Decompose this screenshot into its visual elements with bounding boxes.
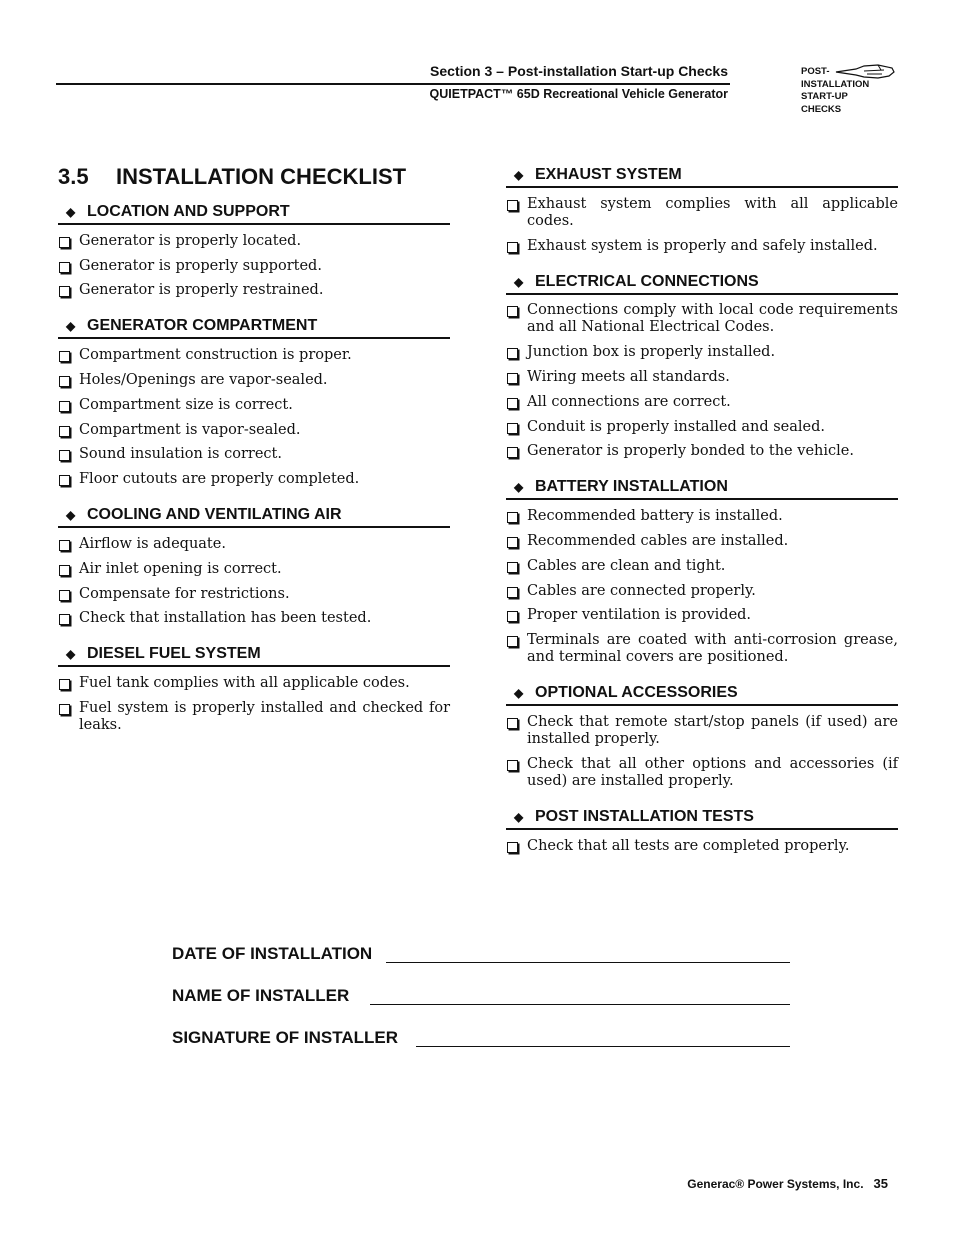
checkbox[interactable] bbox=[507, 611, 518, 622]
checkbox[interactable] bbox=[59, 614, 70, 625]
checkbox[interactable] bbox=[59, 679, 70, 690]
checklist-item bbox=[506, 508, 898, 525]
diamond-bullet-icon: ◆ bbox=[514, 809, 524, 824]
checklist-section bbox=[506, 477, 898, 666]
checklist-items bbox=[506, 302, 898, 460]
section-heading-text: OPTIONAL ACCESSORIES bbox=[535, 684, 738, 702]
checklist-item-text: Exhaust system complies with all applicable codes. bbox=[527, 195, 898, 229]
checkbox[interactable] bbox=[507, 760, 518, 771]
checkbox[interactable] bbox=[59, 237, 70, 248]
page-title bbox=[58, 164, 406, 190]
date-label: DATE OF INSTALLATION bbox=[172, 944, 373, 963]
checklist-section bbox=[58, 202, 450, 299]
checklist-item bbox=[58, 233, 450, 250]
header-rule bbox=[56, 83, 730, 85]
checklist-item bbox=[506, 196, 898, 230]
right-column bbox=[506, 165, 898, 872]
section-heading-text: DIESEL FUEL SYSTEM bbox=[87, 645, 261, 663]
checkbox[interactable] bbox=[507, 587, 518, 598]
checkbox[interactable] bbox=[507, 348, 518, 359]
checklist-item-text: Connections comply with local code requirements and all National Electrical Codes. bbox=[527, 302, 898, 336]
signature-label: SIGNATURE OF INSTALLER bbox=[172, 1028, 399, 1047]
section-heading-text: EXHAUST SYSTEM bbox=[535, 166, 682, 183]
checklist-item-text: Check that all tests are completed properly. bbox=[527, 837, 850, 854]
installation-form bbox=[172, 944, 792, 1070]
checklist-section bbox=[506, 683, 898, 790]
checklist-item-text: Compartment size is correct. bbox=[79, 396, 293, 413]
diamond-bullet-icon: ◆ bbox=[66, 319, 76, 334]
checklist-item-text: Floor cutouts are properly completed. bbox=[79, 471, 360, 488]
checkbox[interactable] bbox=[59, 704, 70, 715]
checklist-section bbox=[506, 165, 898, 255]
checklist-item bbox=[58, 561, 450, 578]
checklist-item bbox=[58, 586, 450, 603]
checklist-item bbox=[506, 583, 898, 600]
checklist-items bbox=[506, 838, 898, 855]
checklist-item-text: Cables are clean and tight. bbox=[527, 557, 726, 574]
section-heading-text: ELECTRICAL CONNECTIONS bbox=[535, 272, 759, 290]
section-tab bbox=[801, 63, 911, 121]
checkbox[interactable] bbox=[59, 286, 70, 297]
checkbox[interactable] bbox=[507, 636, 518, 647]
section-heading-text: GENERATOR COMPARTMENT bbox=[87, 317, 318, 335]
checklist-item-text: Holes/Openings are vapor-sealed. bbox=[79, 371, 328, 388]
page-number: 35 bbox=[873, 1176, 888, 1191]
checklist-items bbox=[58, 347, 450, 488]
checklist-item-text: Check that all other options and accessories (if used) are installed properly. bbox=[527, 755, 898, 789]
checklist-item bbox=[58, 347, 450, 364]
checklist-item-text: Compartment is vapor-sealed. bbox=[79, 421, 301, 438]
checklist-item-text: All connections are correct. bbox=[527, 393, 731, 410]
checklist-item bbox=[506, 756, 898, 790]
checklist-item bbox=[506, 394, 898, 411]
date-field[interactable] bbox=[386, 962, 790, 963]
checkbox[interactable] bbox=[507, 373, 518, 384]
checklist-items bbox=[506, 196, 898, 255]
checklist-item-text: Recommended battery is installed. bbox=[527, 508, 783, 525]
checklist-item bbox=[506, 344, 898, 361]
checkbox[interactable] bbox=[507, 718, 518, 729]
checkbox[interactable] bbox=[507, 537, 518, 548]
checkbox[interactable] bbox=[59, 590, 70, 601]
date-row bbox=[172, 944, 792, 986]
checklist-item bbox=[58, 446, 450, 463]
checklist-item bbox=[506, 238, 898, 255]
section-heading bbox=[506, 272, 898, 295]
name-row bbox=[172, 986, 792, 1028]
checklist-item-text: Generator is properly supported. bbox=[79, 257, 322, 274]
checkbox[interactable] bbox=[507, 306, 518, 317]
diamond-bullet-icon: ◆ bbox=[514, 686, 524, 701]
checklist-section bbox=[58, 644, 450, 734]
checklist-item bbox=[506, 838, 898, 855]
section-heading bbox=[58, 505, 450, 528]
title-text: INSTALLATION CHECKLIST bbox=[116, 164, 407, 189]
checklist-item-text: Terminals are coated with anti-corrosion grease, and terminal covers are positioned. bbox=[527, 632, 898, 666]
title-number: 3.5 bbox=[58, 164, 89, 189]
checklist-item bbox=[506, 419, 898, 436]
section-heading bbox=[506, 165, 898, 188]
checklist-item-text: Fuel system is properly installed and checked for leaks. bbox=[79, 699, 450, 733]
checklist-item bbox=[58, 675, 450, 692]
name-label: NAME OF INSTALLER bbox=[172, 986, 350, 1005]
checklist-item bbox=[58, 397, 450, 414]
checklist-item bbox=[58, 700, 450, 734]
signature-field[interactable] bbox=[416, 1046, 790, 1047]
section-heading bbox=[58, 644, 450, 667]
checklist-section bbox=[58, 316, 450, 488]
checkbox[interactable] bbox=[507, 562, 518, 573]
checkbox[interactable] bbox=[507, 242, 518, 253]
checklist-item-text: Compensate for restrictions. bbox=[79, 585, 290, 602]
checklist-item bbox=[506, 632, 898, 666]
diamond-bullet-icon: ◆ bbox=[514, 168, 524, 182]
checkbox[interactable] bbox=[507, 423, 518, 434]
checklist-item-text: Recommended cables are installed. bbox=[527, 532, 789, 549]
checklist-item-text: Compartment construction is proper. bbox=[79, 347, 352, 364]
section-title: Section 3 – Post-installation Start-up Checks bbox=[430, 63, 728, 79]
checklist-item bbox=[506, 607, 898, 624]
checkbox[interactable] bbox=[507, 447, 518, 458]
checklist-items bbox=[58, 233, 450, 300]
checklist-section bbox=[58, 505, 450, 627]
section-heading-text: POST INSTALLATION TESTS bbox=[535, 807, 754, 825]
section-heading bbox=[58, 202, 450, 225]
section-heading-text: BATTERY INSTALLATION bbox=[535, 478, 728, 496]
page-footer bbox=[687, 1176, 888, 1191]
pointing-hand-icon bbox=[834, 63, 896, 81]
checkbox[interactable] bbox=[507, 200, 518, 211]
checklist-item-text: Sound insulation is correct. bbox=[79, 446, 282, 463]
diamond-bullet-icon: ◆ bbox=[66, 205, 76, 219]
section-heading bbox=[506, 683, 898, 706]
checklist-item-text: Junction box is properly installed. bbox=[527, 344, 776, 361]
checklist-item bbox=[58, 258, 450, 275]
checklist-item-text: Exhaust system is properly and safely installed. bbox=[527, 237, 878, 254]
diamond-bullet-icon: ◆ bbox=[66, 508, 76, 523]
checklist-item bbox=[506, 369, 898, 386]
checklist-item-text: Proper ventilation is provided. bbox=[527, 607, 752, 624]
checklist-item bbox=[506, 302, 898, 336]
checklist-section bbox=[506, 807, 898, 855]
checkbox[interactable] bbox=[59, 262, 70, 273]
checkbox[interactable] bbox=[59, 401, 70, 412]
signature-row bbox=[172, 1028, 792, 1070]
checklist-item bbox=[58, 282, 450, 299]
checkbox[interactable] bbox=[507, 398, 518, 409]
left-column bbox=[58, 202, 450, 751]
checklist-item bbox=[58, 536, 450, 553]
checklist-item bbox=[58, 610, 450, 627]
product-line: QUIETPACT™ 65D Recreational Vehicle Generator bbox=[429, 87, 728, 101]
checklist-items bbox=[58, 675, 450, 734]
checklist-item-text: Generator is properly located. bbox=[79, 232, 302, 249]
tab-label: POST- INSTALLATION START-UP CHECKS bbox=[801, 66, 870, 115]
checklist-item-text: Generator is properly bonded to the vehicle. bbox=[527, 443, 854, 460]
checkbox[interactable] bbox=[507, 842, 518, 853]
checklist-item-text: Cables are connected properly. bbox=[527, 582, 756, 599]
checklist-item-text: Check that installation has been tested. bbox=[79, 610, 372, 627]
checklist-item-text: Air inlet opening is correct. bbox=[79, 560, 282, 577]
checkbox[interactable] bbox=[59, 565, 70, 576]
checklist-item bbox=[58, 471, 450, 488]
checklist-item bbox=[506, 533, 898, 550]
checklist-items bbox=[506, 508, 898, 666]
checklist-items bbox=[58, 536, 450, 627]
checklist-item bbox=[58, 372, 450, 389]
checklist-item-text: Conduit is properly installed and sealed. bbox=[527, 418, 826, 435]
checkbox[interactable] bbox=[507, 512, 518, 523]
checklist-item bbox=[506, 714, 898, 748]
name-field[interactable] bbox=[370, 1004, 790, 1005]
checkbox[interactable] bbox=[59, 450, 70, 461]
checklist-item bbox=[506, 558, 898, 575]
section-heading bbox=[506, 477, 898, 500]
checklist-item-text: Check that remote start/stop panels (if used) are installed properly. bbox=[527, 713, 898, 747]
section-heading bbox=[506, 807, 898, 830]
footer-company: Generac® Power Systems, Inc. bbox=[687, 1177, 864, 1191]
checkbox[interactable] bbox=[59, 376, 70, 387]
diamond-bullet-icon: ◆ bbox=[514, 480, 524, 495]
checkbox[interactable] bbox=[59, 351, 70, 362]
checklist-item-text: Generator is properly restrained. bbox=[79, 282, 324, 299]
section-heading-text: LOCATION AND SUPPORT bbox=[87, 203, 290, 220]
checklist-item bbox=[506, 443, 898, 460]
checklist-item-text: Fuel tank complies with all applicable codes. bbox=[79, 675, 410, 692]
checklist-item bbox=[58, 422, 450, 439]
checkbox[interactable] bbox=[59, 540, 70, 551]
checkbox[interactable] bbox=[59, 475, 70, 486]
checkbox[interactable] bbox=[59, 426, 70, 437]
checklist-item-text: Airflow is adequate. bbox=[79, 535, 226, 552]
checklist-item-text: Wiring meets all standards. bbox=[527, 368, 730, 385]
diamond-bullet-icon: ◆ bbox=[514, 274, 524, 289]
section-heading bbox=[58, 316, 450, 339]
section-heading-text: COOLING AND VENTILATING AIR bbox=[87, 506, 342, 524]
checklist-section bbox=[506, 272, 898, 461]
checklist-items bbox=[506, 714, 898, 790]
diamond-bullet-icon: ◆ bbox=[66, 647, 76, 662]
